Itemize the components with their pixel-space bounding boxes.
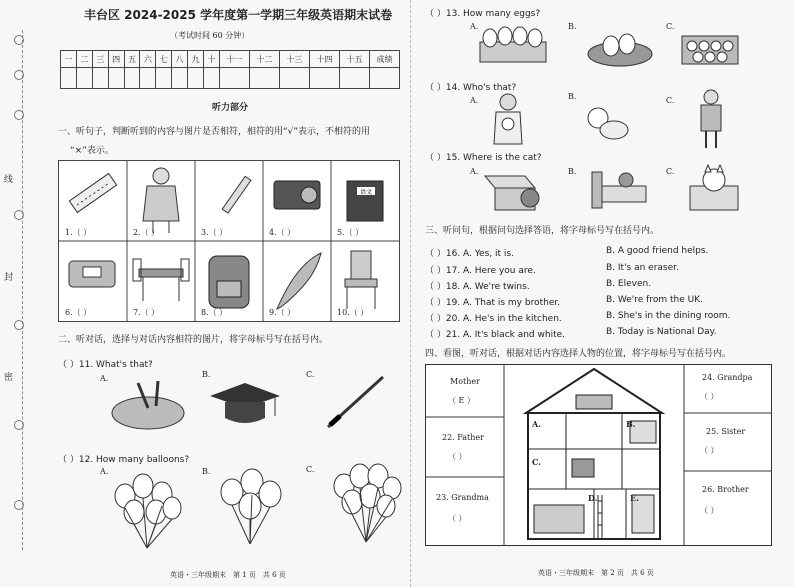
brush-icon (318, 372, 388, 432)
picture-grid (58, 160, 400, 322)
score-blank-cell[interactable] (369, 68, 399, 89)
room-label-b: B. (626, 419, 636, 429)
q12-option-b-label: B. (202, 467, 211, 476)
score-header-cell: 十二 (249, 51, 279, 68)
q18-option-b: B. Eleven. (606, 279, 652, 289)
exam-duration: （考试时间 60 分钟） (170, 31, 250, 40)
pencil-case-icon (108, 378, 188, 433)
mother-answer: （ E ） (448, 396, 475, 405)
score-header-cell: 六 (140, 51, 156, 68)
answer-3[interactable]: 3.（ ） (201, 228, 228, 237)
house-table (425, 364, 772, 546)
balloons-c-icon (330, 462, 405, 544)
score-blank-cell[interactable] (279, 68, 309, 89)
q19-option-b: B. We're from the UK. (606, 295, 703, 305)
part2-instruction: 二、听对话，选择与对话内容相符的图片，将字母标号写在括号内。 (58, 335, 329, 345)
answer-8[interactable]: 8.（ ） (201, 308, 228, 317)
eraser-icon (69, 261, 115, 287)
listening-heading: 听力部分 (212, 103, 249, 113)
mother-label: Mother (450, 377, 480, 386)
score-header-cell: 十一 (219, 51, 249, 68)
balloons-a-icon (110, 472, 185, 550)
score-blank-cell[interactable] (156, 68, 172, 89)
score-blank-cell[interactable] (92, 68, 108, 89)
question-18[interactable]: （ ）18. A. We're twins. (425, 282, 530, 292)
book-icon (347, 181, 383, 221)
hole-mark (14, 320, 24, 330)
q14-option-c-label: C. (666, 96, 675, 105)
score-header-cell: 七 (156, 51, 172, 68)
score-header-cell: 九 (188, 51, 204, 68)
backpack-icon (209, 256, 249, 308)
father-label: 22. Father (442, 433, 484, 442)
q13-option-b-label: B. (568, 22, 577, 31)
part1-instruction-2: “×”表示。 (70, 146, 114, 156)
part1-instruction-1: 一、听句子，判断听到的内容与图片是否相符，相符的用“√”表示，不相符的用 (58, 127, 371, 137)
q14-option-a-label: A. (470, 96, 479, 105)
room-label-c: C. (532, 457, 542, 467)
chair-icon (345, 251, 377, 309)
q12-option-c-label: C. (306, 465, 315, 474)
question-16[interactable]: （ ）16. A. Yes, it is. (425, 249, 514, 259)
q15-option-c-label: C. (666, 167, 675, 176)
q11-option-a-label: A. (100, 374, 109, 383)
father-answer[interactable]: （ ） (448, 452, 467, 461)
house-illustration (526, 369, 662, 539)
dining-table-icon (133, 259, 189, 301)
cat-on-bed-icon (588, 164, 650, 214)
graduation-cap-icon (205, 378, 285, 433)
ruler-icon (69, 174, 116, 213)
score-header-cell: 十三 (279, 51, 309, 68)
score-header-cell: 十五 (339, 51, 369, 68)
answer-2[interactable]: 2.（ ） (133, 228, 160, 237)
score-header-cell: 一 (61, 51, 77, 68)
cat-in-box-icon (480, 166, 550, 214)
q13-option-a-label: A. (470, 22, 479, 31)
cat-box-icon (684, 164, 744, 214)
q12-option-a-label: A. (100, 467, 109, 476)
q11-option-c-label: C. (306, 370, 315, 379)
grandpa-label: 24. Grandpa (702, 373, 753, 382)
margin-label-xian: 线 (4, 175, 14, 185)
q17-option-b: B. It's an eraser. (606, 263, 679, 273)
question-11[interactable]: （ ）11. What's that? (58, 360, 153, 370)
grandpa-icon (695, 88, 727, 150)
q21-option-b: B. Today is National Day. (606, 327, 717, 337)
question-13[interactable]: （ ）13. How many eggs? (425, 9, 541, 19)
house-table-grid (426, 365, 771, 545)
score-blank-cell[interactable] (339, 68, 369, 89)
q16-option-b: B. A good friend helps. (606, 246, 709, 256)
q15-option-a-label: A. (470, 167, 479, 176)
q20-option-b: B. She's in the dining room. (606, 311, 731, 321)
grandma-answer[interactable]: （ ） (448, 514, 467, 523)
answer-9[interactable]: 9.（ ） (269, 308, 296, 317)
hole-mark (14, 110, 24, 120)
score-blank-cell[interactable] (124, 68, 140, 89)
mother-baby-icon (488, 92, 528, 147)
nest-icon (585, 26, 655, 68)
q13-option-c-label: C. (666, 22, 675, 31)
answer-6[interactable]: 6.（ ） (65, 308, 92, 317)
room-label-a: A. (532, 419, 541, 429)
margin-label-mi: 密 (4, 373, 14, 383)
score-blank-cell[interactable] (108, 68, 124, 89)
margin-label-feng: 封 (4, 273, 14, 283)
room-label-e: E. (630, 493, 639, 503)
answer-1[interactable]: 1.（ ） (65, 228, 92, 237)
score-blank-cell[interactable] (309, 68, 339, 89)
page-footer-1: 英语・三年级期末 第 1 页 共 6 页 (170, 571, 286, 579)
answer-4[interactable]: 4.（ ） (269, 228, 296, 237)
score-header-cell: 四 (108, 51, 124, 68)
question-15[interactable]: （ ）15. Where is the cat? (425, 153, 542, 163)
q11-option-b-label: B. (202, 370, 211, 379)
score-header-cell: 十四 (309, 51, 339, 68)
score-blank-cell[interactable] (249, 68, 279, 89)
score-header-cell: 八 (172, 51, 188, 68)
score-blank-cell[interactable] (140, 68, 156, 89)
score-blank-cell[interactable] (219, 68, 249, 89)
answer-7[interactable]: 7.（ ） (133, 308, 160, 317)
part3-instruction: 三、听问句，根据问句选择答语，将字母标号写在括号内。 (425, 226, 660, 236)
score-header-cell: 五 (124, 51, 140, 68)
score-blank-cell[interactable] (204, 68, 220, 89)
question-21[interactable]: （ ）21. A. It's black and white. (425, 330, 565, 340)
egg-box-icon (680, 28, 740, 70)
page-footer-2: 英语・三年级期末 第 2 页 共 6 页 (538, 569, 654, 577)
score-header-cell: 三 (92, 51, 108, 68)
cut-line (22, 30, 23, 550)
part4-instruction: 四、看图，听对话，根据对话内容选择人物的位置，将字母标号写在括号内。 (425, 349, 732, 359)
question-14[interactable]: （ ）14. Who's that? (425, 83, 517, 93)
hole-mark (14, 500, 24, 510)
brother-label: 26. Brother (702, 485, 749, 494)
balloons-b-icon (214, 466, 289, 546)
score-table (60, 50, 400, 89)
question-12[interactable]: （ ）12. How many balloons? (58, 455, 190, 465)
grandma-icon (143, 168, 179, 233)
baby-icon (584, 104, 629, 142)
pencil-icon (222, 176, 251, 213)
hole-mark (14, 70, 24, 80)
binding-margin (0, 0, 40, 587)
picture-grid-lines (59, 161, 399, 321)
brother-answer[interactable]: （ ） (700, 506, 719, 515)
sister-answer[interactable]: （ ） (700, 446, 719, 455)
sister-label: 25. Sister (706, 427, 746, 436)
book-cover-text: 语文 (360, 189, 373, 196)
score-blank-cell[interactable] (76, 68, 92, 89)
hole-mark (14, 210, 24, 220)
exam-title: 丰台区 2024-2025 学年度第一学期三年级英语期末试卷 (84, 8, 393, 22)
grandma-label: 23. Grandma (436, 493, 489, 502)
question-17[interactable]: （ ）17. A. Here you are. (425, 266, 536, 276)
sharpener-icon (274, 181, 320, 209)
score-header-cell: 二 (76, 51, 92, 68)
grandpa-answer[interactable]: （ ） (700, 392, 719, 401)
q15-option-b-label: B. (568, 167, 577, 176)
score-blank-cell[interactable] (61, 68, 77, 89)
q14-option-b-label: B. (568, 92, 577, 101)
egg-carton-icon (478, 24, 548, 66)
score-blank-cell[interactable] (188, 68, 204, 89)
question-20[interactable]: （ ）20. A. He's in the kitchen. (425, 314, 562, 324)
question-19[interactable]: （ ）19. A. That is my brother. (425, 298, 561, 308)
score-header-cell: 成绩 (369, 51, 399, 68)
page-divider (410, 0, 411, 587)
hole-mark (14, 35, 24, 45)
score-header-cell: 十 (204, 51, 220, 68)
answer-5[interactable]: 5.（ ） (337, 228, 364, 237)
answer-10[interactable]: 10.（ ） (337, 308, 369, 317)
quill-pen-icon (277, 253, 321, 309)
room-label-d: D. (588, 493, 598, 503)
score-blank-cell[interactable] (172, 68, 188, 89)
hole-mark (14, 420, 24, 430)
